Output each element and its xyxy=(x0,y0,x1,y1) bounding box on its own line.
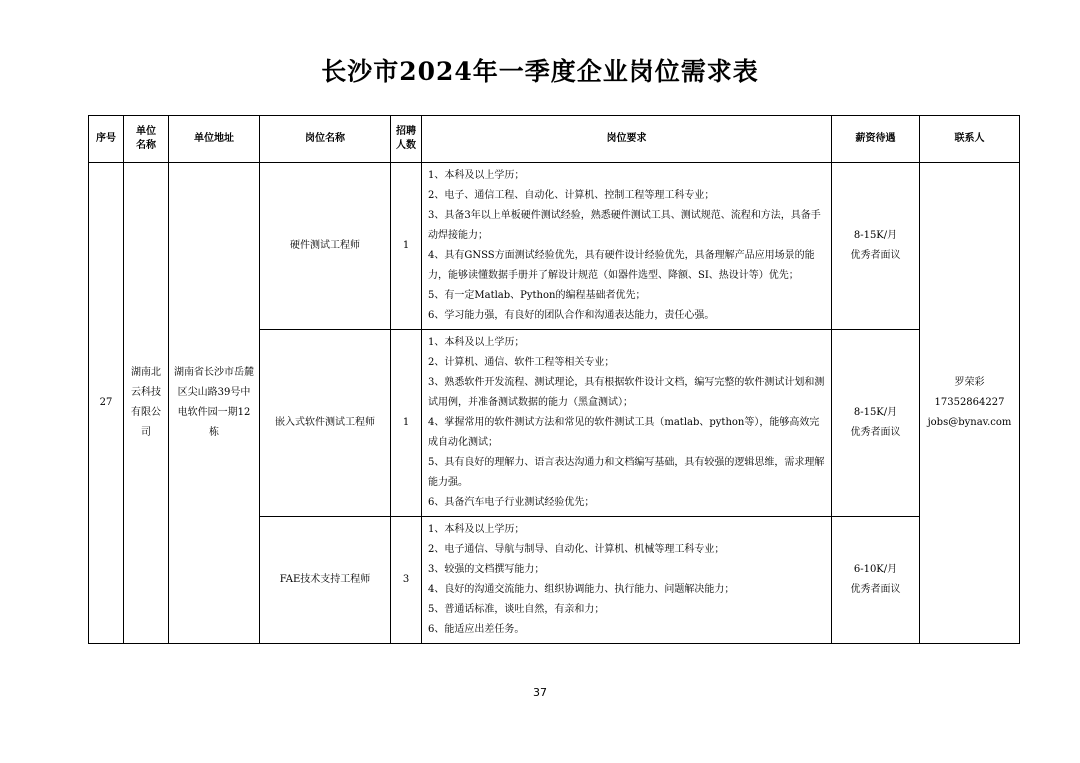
salary-note: 优秀者面议 xyxy=(850,427,901,438)
requirement-line: 3、较强的文档撰写能力； xyxy=(428,564,545,575)
requirement-line: 5、普通话标准，谈吐自然，有亲和力； xyxy=(428,604,605,615)
job-requirements xyxy=(422,163,832,330)
requirement-line: 2、电子、通信工程、自动化、计算机、控制工程等理工科专业； xyxy=(428,190,715,201)
header-requirements: 岗位要求 xyxy=(422,116,832,163)
job-salary xyxy=(832,330,920,517)
company-name: 湖南北 云科技 有限公 司 xyxy=(124,163,169,644)
job-requirements xyxy=(422,330,832,517)
contact-email: jobs@bynav.com xyxy=(927,417,1012,428)
salary-note: 优秀者面议 xyxy=(850,584,901,595)
job-count: 1 xyxy=(391,330,422,517)
salary-range: 8-15K/月 xyxy=(853,230,898,241)
job-count: 1 xyxy=(391,163,422,330)
requirement-line: 6、学习能力强，有良好的团队合作和沟通表达能力，责任心强。 xyxy=(428,310,715,321)
contact-cell xyxy=(920,163,1020,644)
requirement-line: 1、本科及以上学历； xyxy=(428,170,525,181)
salary-range: 8-15K/月 xyxy=(853,407,898,418)
page-title: 长沙市2024年一季度企业岗位需求表 xyxy=(321,57,759,86)
job-count: 3 xyxy=(391,517,422,644)
requirement-line: 4、具有GNSS方面测试经验优先，具有硬件设计经验优先，具备理解产品应用场景的能力，能够读懂数据手册并了解设计规范（如器件选型、降额、SI、热设计等）优先； xyxy=(428,250,815,281)
requirement-line: 1、本科及以上学历； xyxy=(428,524,525,535)
job-salary xyxy=(832,163,920,330)
header-position: 岗位名称 xyxy=(260,116,391,163)
table-header-row xyxy=(89,116,1020,163)
company-seq: 27 xyxy=(89,163,124,644)
page-number: 37 xyxy=(533,686,547,699)
requirement-line: 1、本科及以上学历； xyxy=(428,337,525,348)
header-address: 单位地址 xyxy=(169,116,260,163)
job-position: 硬件测试工程师 xyxy=(260,163,391,330)
job-position: FAE技术支持工程师 xyxy=(260,517,391,644)
header-salary: 薪资待遇 xyxy=(832,116,920,163)
job-demand-table xyxy=(88,115,1020,644)
company-address: 湖南省长沙市岳麓 区尖山路39号中 电软件园一期12 栋 xyxy=(169,163,260,644)
job-salary xyxy=(832,517,920,644)
header-company: 单位 名称 xyxy=(124,116,169,163)
header-count: 招聘 人数 xyxy=(391,116,422,163)
requirement-line: 4、良好的沟通交流能力、组织协调能力、执行能力、问题解决能力； xyxy=(428,584,735,595)
requirement-line: 2、电子通信、导航与制导、自动化、计算机、机械等理工科专业； xyxy=(428,544,725,555)
requirement-line: 3、具备3年以上单板硬件测试经验，熟悉硬件测试工具、测试规范、流程和方法，具备手动焊接能力； xyxy=(428,210,821,241)
job-position: 嵌入式软件测试工程师 xyxy=(260,330,391,517)
requirement-line: 6、能适应出差任务。 xyxy=(428,624,525,635)
header-seq: 序号 xyxy=(89,116,124,163)
requirement-line: 2、计算机、通信、软件工程等相关专业； xyxy=(428,357,615,368)
requirement-line: 4、掌握常用的软件测试方法和常见的软件测试工具（matlab、python等），能够高效完成自动化测试； xyxy=(428,417,820,448)
requirement-line: 5、有一定Matlab、Python的编程基础者优先； xyxy=(428,290,646,301)
requirement-line: 3、熟悉软件开发流程、测试理论，具有根据软件设计文档，编写完整的软件测试计划和测试用例，并准备测试数据的能力（黑盒测试）； xyxy=(428,377,825,408)
salary-range: 6-10K/月 xyxy=(853,564,898,575)
requirement-line: 6、具备汽车电子行业测试经验优先； xyxy=(428,497,595,508)
contact-name: 罗荣彩 xyxy=(954,377,985,388)
header-contact: 联系人 xyxy=(920,116,1020,163)
requirement-line: 5、具有良好的理解力、语言表达沟通力和文档编写基础，具有较强的逻辑思维，需求理解能力强。 xyxy=(428,457,825,488)
contact-phone: 17352864227 xyxy=(934,397,1005,408)
job-requirements xyxy=(422,517,832,644)
table-row xyxy=(89,163,1020,330)
salary-note: 优秀者面议 xyxy=(850,250,901,261)
